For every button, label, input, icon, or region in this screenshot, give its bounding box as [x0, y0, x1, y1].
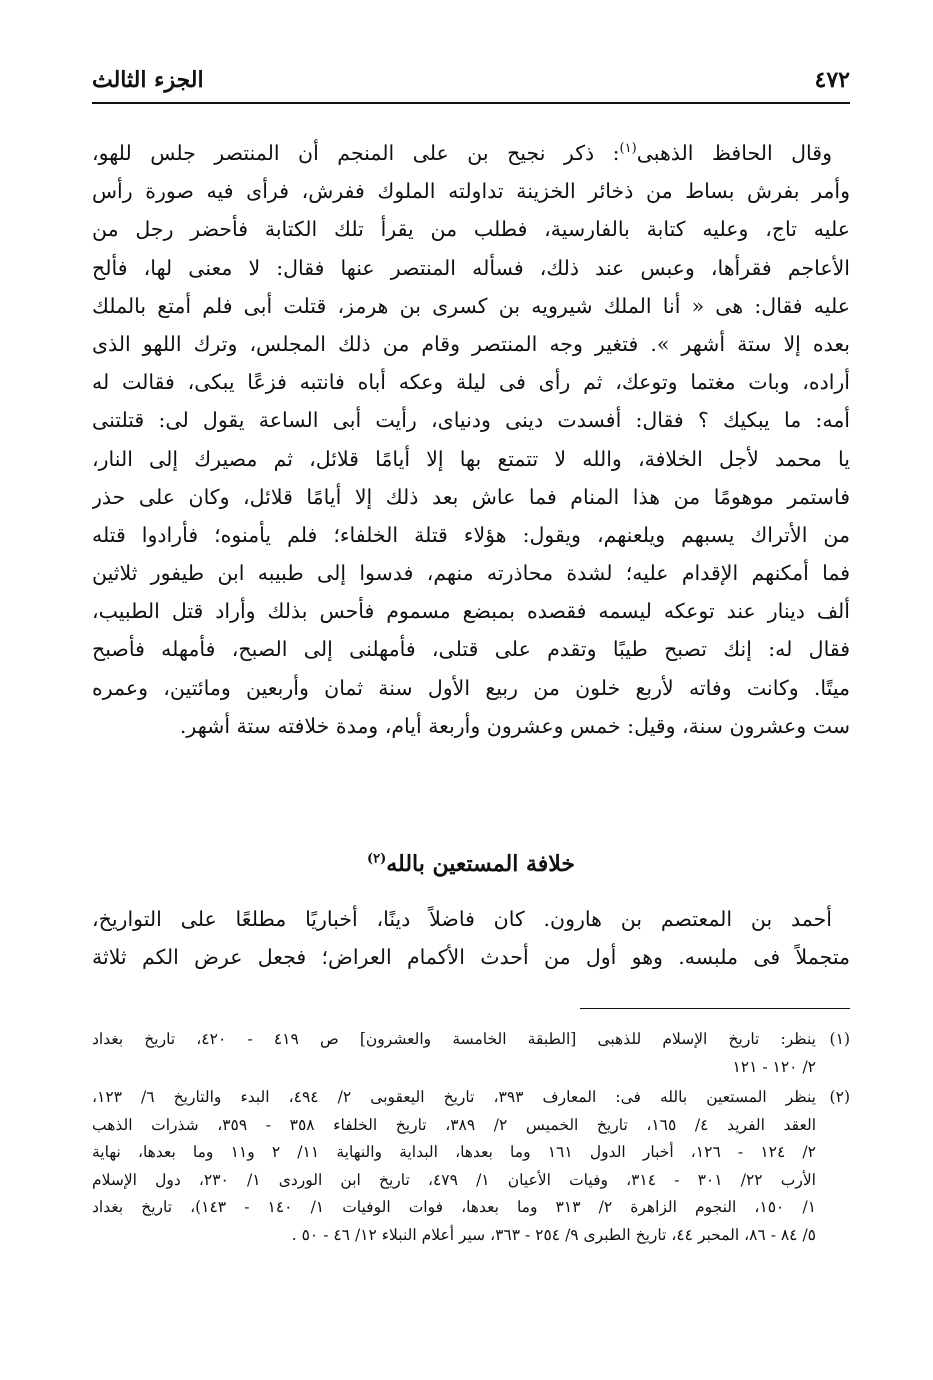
paragraph-line-text: : ذكر نجيح بن على المنجم أن المنتصر جلس للهو، [92, 141, 620, 165]
running-title: الجزء الثالث [92, 67, 204, 93]
header-rule [92, 102, 850, 104]
footnote-text [92, 1084, 816, 1249]
paragraph-line: أمه: ما يبكيك ؟ فقال: أفسدت دينى ودنياى، رأيت أبى الساعة يقول لى: قتلتنى [92, 408, 850, 433]
paragraph-line: متجملاً فى ملبسه. وهو أول من أحدث الأكمام العراض؛ فجعل عرض الكم ثلاثة [92, 945, 850, 970]
footnote-line: ينظر المستعين بالله فى: المعارف ٣٩٣، تاريخ اليعقوبى ٢/ ٤٩٤، البدء والتاريخ ٦/ ١٢٣، [92, 1088, 816, 1106]
section-heading-text: خلافة المستعين بالله [386, 851, 576, 877]
paragraph-line: من الأتراك يسبهم ويلعنهم، ويقول: هؤلاء قتلة الخلفاء؛ فلم يأمنوه؛ فأرادوا قتله [92, 522, 850, 547]
paragraph-line: الأعاجم فقرأها، وعبس عند ذلك، فسأله المنتصر عنها فقال: لا معنى لها، فألح [92, 255, 850, 280]
footnote-line: العقد الفريد ٤/ ١٦٥، تاريخ الخميس ٢/ ٣٨٩، تاريخ الخلفاء ٣٥٨ - ٣٥٩، شذرات الذهب [92, 1115, 816, 1134]
paragraph-line: ألف دينار عند توعكه ليسمه فقصده بمبضع مسموم فأحس بذلك وأراد قتل الطبيب، [92, 599, 850, 624]
footnote-line: ٢/ ١٢٠ - ١٢١ [732, 1057, 816, 1076]
footnotes [92, 1026, 850, 1252]
section-heading [92, 844, 850, 884]
paragraph-line: بعده إلا ستة أشهر ». فتغير وجه المنتصر وقام من ذلك المجلس، وترك اللهو الذى [92, 331, 850, 356]
section-paragraph [92, 900, 850, 976]
footnote-1 [92, 1026, 850, 1081]
paragraph-line: فما أمكنهم الإقدام عليه؛ لشدة محاذرته منهم، فدسوا إلى طبيبه ابن طيفور ثلاثين [92, 561, 850, 586]
paragraph-line: يا محمد لأجل الخلافة، والله لا تتمتع بها إلا أيامًا قلائل، ثم مصيرك إلى النار، [92, 446, 850, 471]
footnote-ref-2[interactable]: (٢) [366, 851, 387, 867]
paragraph-line: أراده، وبات مغتما وتوعك، ثم رأى فى ليلة وعكه أباه فانتبه فزعًا يبكى، فقالت له [92, 370, 850, 395]
running-header [92, 62, 850, 98]
paragraph-line: وأمر بفرش بساط من ذخائر الخزينة تداولته الملوك ففرش، فرأى فيه صورة رأس [92, 179, 850, 204]
footnote-line: الأرب ٢٢/ ٣٠١ - ٣١٤، وفيات الأعيان ١/ ٤٧٩، تاريخ ابن الوردى ١/ ٢٣٠، دول الإسلام [92, 1170, 816, 1189]
page-number: ٤٧٢ [814, 67, 850, 93]
paragraph-line: ميتًا. وكانت وفاته لأربع خلون من ربيع الأول سنة ثمان وأربعين ومائتين، وعمره [92, 675, 850, 700]
footnote-2 [92, 1084, 850, 1249]
footnote-text [92, 1026, 816, 1081]
footnote-line: ٥/ ٨٤ - ٨٦، المحبر ٤٤، تاريخ الطبرى ٩/ ٢٥٤ - ٣٦٣، سير أعلام النبلاء ١٢/ ٤٦ - ٥٠ . [291, 1225, 816, 1244]
paragraph-line: فقال له: إنك تصبح طيبًا وتقدم على قتلى، فأمهلنى إلى الصبح، فأمهله فأصبح [92, 637, 850, 662]
paragraph-line [92, 134, 850, 172]
paragraph-line: أحمد بن المعتصم بن هارون. كان فاضلاً دينًا، أخباريًا مطلعًا على التواريخ، [92, 907, 832, 931]
footnote-number: (١) [829, 1030, 850, 1048]
footnote-number: (٢) [829, 1088, 850, 1106]
footnote-divider [580, 1008, 850, 1009]
paragraph-line: فاستمر موهومًا من هذا المنام فما عاش بعد ذلك إلا أيامًا قلائل، وكان على حذر [92, 484, 850, 509]
footnote-line: ينظر: تاريخ الإسلام للذهبى [الطبقة الخامسة والعشرون] ص ٤١٩ - ٤٢٠، تاريخ بغداد [92, 1030, 816, 1048]
footnote-line: ٢/ ١٢٤ - ١٢٦، أخبار الدول ١٦١ وما بعدها، البداية والنهاية ١١/ ٢ و١١ وما بعدها، نهاية [92, 1143, 816, 1161]
footnote-ref-1[interactable]: (١) [619, 141, 637, 157]
main-paragraph [92, 134, 850, 745]
book-page [92, 0, 850, 1380]
paragraph-line: ست وعشرون سنة، وقيل: خمس وعشرون وأربعة أيام، ومدة خلافته ستة أشهر. [179, 713, 850, 738]
footnote-line: ١/ ١٥٠، النجوم الزاهرة ٢/ ٣١٣ وما بعدها، فوات الوفيات ١/ ١٤٠ - ١٤٣)، تاريخ بغداد [92, 1198, 816, 1216]
paragraph-line-text: وقال الحافظ الذهبى [636, 141, 832, 165]
paragraph-line: عليه تاج، وعليه كتابة بالفارسية، فطلب من يقرأ تلك الكتابة فأحضر رجل من [92, 217, 850, 242]
paragraph-line: عليه فقال: هى « أنا الملك شيرويه بن كسرى بن هرمز، قتلت أبى فلم أمتع بالملك [92, 293, 850, 318]
